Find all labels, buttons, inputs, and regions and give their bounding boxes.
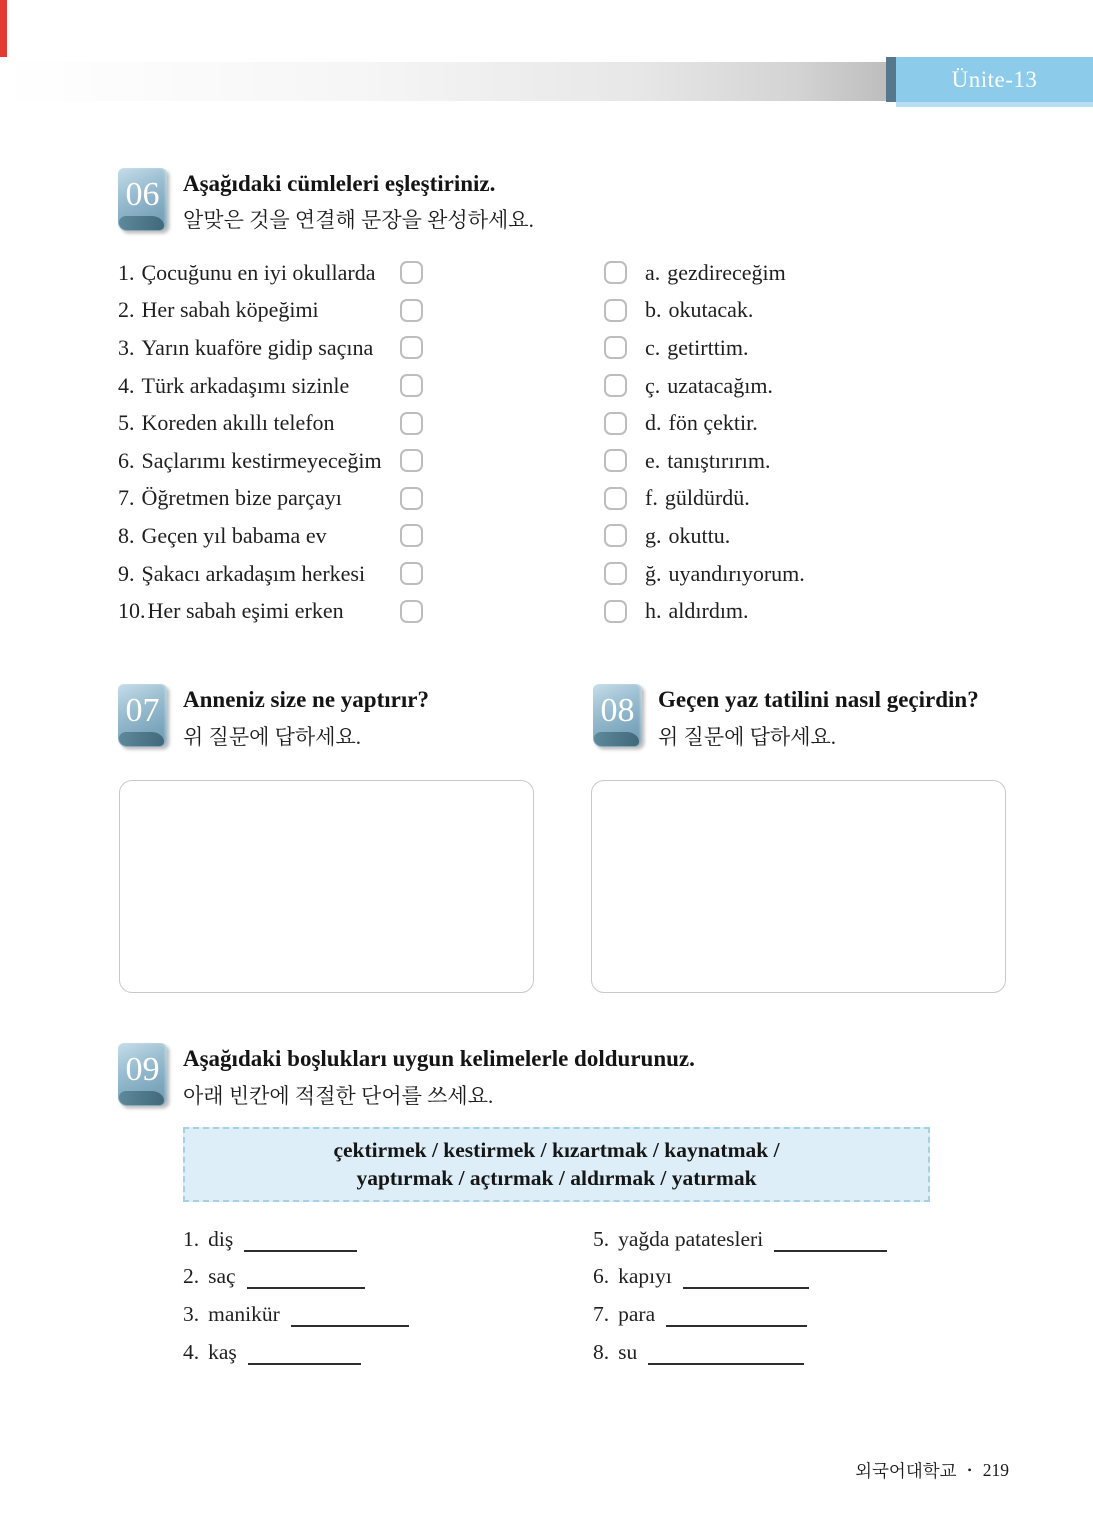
fill-word: diş xyxy=(208,1226,234,1251)
match-right-phrase: okutacak. xyxy=(668,297,754,323)
match-left-phrase: Saçlarımı kestirmeyeceğim xyxy=(141,447,382,473)
match-left-text xyxy=(118,523,400,549)
exercise-08-badge-icon: 08 xyxy=(593,684,642,747)
word-bank-line-2: yaptırmak / açtırmak / aldırmak / yatırmak xyxy=(356,1166,757,1190)
exercise-09-subtitle-korean: 아래 빈칸에 적절한 단어를 쓰세요. xyxy=(183,1084,494,1108)
fill-in-list-left xyxy=(183,1221,409,1372)
fill-word: saç xyxy=(208,1264,236,1289)
match-right-text xyxy=(645,260,980,286)
fill-word: kapıyı xyxy=(618,1264,672,1289)
match-left-checkbox[interactable] xyxy=(400,299,423,322)
match-row xyxy=(118,329,980,367)
match-right-text xyxy=(645,523,980,549)
exercise-09-badge-icon: 09 xyxy=(118,1043,167,1106)
fill-number: 4. xyxy=(183,1339,200,1364)
matching-exercise xyxy=(118,254,980,630)
match-left-text xyxy=(118,485,400,511)
match-left-text xyxy=(118,260,400,286)
match-row xyxy=(118,517,980,555)
match-right-text xyxy=(645,297,980,323)
word-bank-line-1: çektirmek / kestirmek / kızartmak / kaynatmak / xyxy=(333,1138,780,1162)
exercise-06-title: Aşağıdaki cümleleri eşleştiriniz. xyxy=(183,171,496,196)
match-right-checkbox[interactable] xyxy=(604,524,627,547)
match-left-phrase: Şakacı arkadaşım herkesi xyxy=(141,560,366,586)
match-right-text xyxy=(645,561,980,587)
fill-row xyxy=(593,1259,887,1297)
fill-blank-line[interactable] xyxy=(648,1359,804,1365)
match-left-phrase: Geçen yıl babama ev xyxy=(141,522,327,548)
match-left-phrase: Çocuğunu en iyi okullarda xyxy=(141,259,376,285)
match-right-letter: ç. xyxy=(645,372,661,398)
fill-row xyxy=(593,1296,887,1334)
match-left-number: 3. xyxy=(118,334,135,360)
fill-blank-line[interactable] xyxy=(683,1283,809,1289)
match-left-phrase: Yarın kuaföre gidip saçına xyxy=(141,334,374,360)
fill-word: kaş xyxy=(208,1339,237,1364)
match-right-checkbox[interactable] xyxy=(604,487,627,510)
fill-blank-line[interactable] xyxy=(244,1246,357,1252)
match-left-phrase: Öğretmen bize parçayı xyxy=(141,485,342,511)
match-right-letter: e. xyxy=(645,447,661,473)
fill-number: 6. xyxy=(593,1264,610,1289)
header-gradient-bar xyxy=(0,62,888,101)
fill-blank-line[interactable] xyxy=(248,1359,361,1365)
page-footer xyxy=(855,1458,1009,1483)
fill-number: 5. xyxy=(593,1226,610,1251)
match-left-phrase: Her sabah eşimi erken xyxy=(147,598,344,624)
match-row xyxy=(118,442,980,480)
match-right-phrase: getirttim. xyxy=(667,334,749,360)
match-right-phrase: fön çektir. xyxy=(668,410,758,436)
match-left-number: 1. xyxy=(118,259,135,285)
match-right-checkbox[interactable] xyxy=(604,449,627,472)
match-right-letter: b. xyxy=(645,297,662,323)
match-row xyxy=(118,254,980,292)
fill-word: su xyxy=(618,1339,638,1364)
match-left-text xyxy=(118,297,400,323)
exercise-08-subtitle-korean: 위 질문에 답하세요. xyxy=(658,725,837,749)
exercise-07-badge-icon: 07 xyxy=(118,684,167,747)
exercise-06-subtitle-korean: 알맞은 것을 연결해 문장을 완성하세요. xyxy=(183,208,534,232)
page-edge-red-mark xyxy=(0,0,7,57)
exercise-08-title: Geçen yaz tatilini nasıl geçirdin? xyxy=(658,687,979,712)
match-right-letter: a. xyxy=(645,259,661,285)
fill-number: 2. xyxy=(183,1264,200,1289)
match-right-phrase: aldırdım. xyxy=(668,598,749,624)
fill-number: 1. xyxy=(183,1226,200,1251)
fill-blank-line[interactable] xyxy=(291,1321,409,1327)
footer-bullet: • xyxy=(967,1463,972,1477)
fill-blank-line[interactable] xyxy=(774,1246,887,1252)
match-left-checkbox[interactable] xyxy=(400,600,423,623)
fill-word: yağda patatesleri xyxy=(618,1226,764,1251)
match-row xyxy=(118,367,980,405)
match-left-number: 2. xyxy=(118,297,135,323)
fill-in-list-right xyxy=(593,1221,887,1372)
fill-row xyxy=(183,1296,409,1334)
match-right-text xyxy=(645,598,980,624)
match-right-phrase: gezdireceğim xyxy=(667,259,786,285)
match-right-letter: g. xyxy=(645,522,662,548)
match-left-text xyxy=(118,410,400,436)
match-right-text xyxy=(645,335,980,361)
match-right-letter: c. xyxy=(645,334,661,360)
match-left-checkbox[interactable] xyxy=(400,261,423,284)
unit-tab-edge xyxy=(886,57,896,102)
match-right-checkbox[interactable] xyxy=(604,261,627,284)
match-right-phrase: uyandırıyorum. xyxy=(668,560,805,586)
match-left-phrase: Her sabah köpeğimi xyxy=(141,297,319,323)
match-right-text xyxy=(645,373,980,399)
match-right-checkbox[interactable] xyxy=(604,299,627,322)
footer-page-number: 219 xyxy=(982,1460,1009,1480)
word-bank xyxy=(183,1127,930,1202)
match-row xyxy=(118,555,980,593)
match-left-number: 7. xyxy=(118,485,135,511)
match-right-text xyxy=(645,485,980,511)
match-left-text xyxy=(118,335,400,361)
match-right-checkbox[interactable] xyxy=(604,336,627,359)
unit-label: Ünite-13 xyxy=(896,57,1093,102)
match-row xyxy=(118,292,980,330)
unit-tab-lip xyxy=(896,102,1093,107)
match-right-text xyxy=(645,410,980,436)
match-right-checkbox[interactable] xyxy=(604,374,627,397)
unit-tab xyxy=(886,57,1093,102)
match-right-phrase: okuttu. xyxy=(668,522,731,548)
fill-number: 3. xyxy=(183,1302,200,1327)
match-right-letter: d. xyxy=(645,410,662,436)
fill-row xyxy=(593,1221,887,1259)
match-right-letter: h. xyxy=(645,598,662,624)
fill-number: 8. xyxy=(593,1339,610,1364)
match-right-phrase: güldürdü. xyxy=(664,485,750,511)
match-right-letter: ğ. xyxy=(645,560,662,586)
footer-school-name: 외국어대학교 xyxy=(855,1461,957,1481)
fill-row xyxy=(183,1221,409,1259)
fill-row xyxy=(183,1334,409,1372)
exercise-08-answer-box[interactable] xyxy=(591,780,1006,993)
match-right-letter: f. xyxy=(645,485,658,511)
match-left-text xyxy=(118,561,400,587)
exercise-09-title: Aşağıdaki boşlukları uygun kelimelerle doldurunuz. xyxy=(183,1046,695,1071)
match-right-checkbox[interactable] xyxy=(604,600,627,623)
match-right-checkbox[interactable] xyxy=(604,412,627,435)
match-left-checkbox[interactable] xyxy=(400,487,423,510)
match-left-text xyxy=(118,448,400,474)
match-left-phrase: Türk arkadaşımı sizinle xyxy=(141,372,350,398)
match-left-text xyxy=(118,598,400,624)
match-left-text xyxy=(118,373,400,399)
exercise-06-badge-icon: 06 xyxy=(118,168,167,231)
match-left-checkbox[interactable] xyxy=(400,374,423,397)
match-left-checkbox[interactable] xyxy=(400,562,423,585)
match-left-checkbox[interactable] xyxy=(400,524,423,547)
match-left-phrase: Koreden akıllı telefon xyxy=(141,410,335,436)
match-left-checkbox[interactable] xyxy=(400,412,423,435)
fill-blank-line[interactable] xyxy=(666,1321,807,1327)
match-left-number: 4. xyxy=(118,372,135,398)
match-row xyxy=(118,592,980,630)
match-left-number: 9. xyxy=(118,560,135,586)
exercise-07-subtitle-korean: 위 질문에 답하세요. xyxy=(183,725,362,749)
match-left-checkbox[interactable] xyxy=(400,449,423,472)
match-row xyxy=(118,404,980,442)
match-right-checkbox[interactable] xyxy=(604,562,627,585)
match-left-checkbox[interactable] xyxy=(400,336,423,359)
exercise-07-answer-box[interactable] xyxy=(119,780,534,993)
fill-row xyxy=(593,1334,887,1372)
fill-word: para xyxy=(618,1302,656,1327)
match-right-phrase: uzatacağım. xyxy=(667,372,773,398)
fill-blank-line[interactable] xyxy=(247,1283,365,1289)
fill-row xyxy=(183,1259,409,1297)
fill-number: 7. xyxy=(593,1302,610,1327)
match-right-phrase: tanıştırırım. xyxy=(667,447,771,473)
match-right-text xyxy=(645,448,980,474)
match-left-number: 8. xyxy=(118,522,135,548)
fill-word: manikür xyxy=(208,1302,280,1327)
match-left-number: 5. xyxy=(118,410,135,436)
exercise-07-title: Anneniz size ne yaptırır? xyxy=(183,687,429,712)
match-left-number: 10. xyxy=(118,598,146,624)
match-row xyxy=(118,480,980,518)
match-left-number: 6. xyxy=(118,447,135,473)
